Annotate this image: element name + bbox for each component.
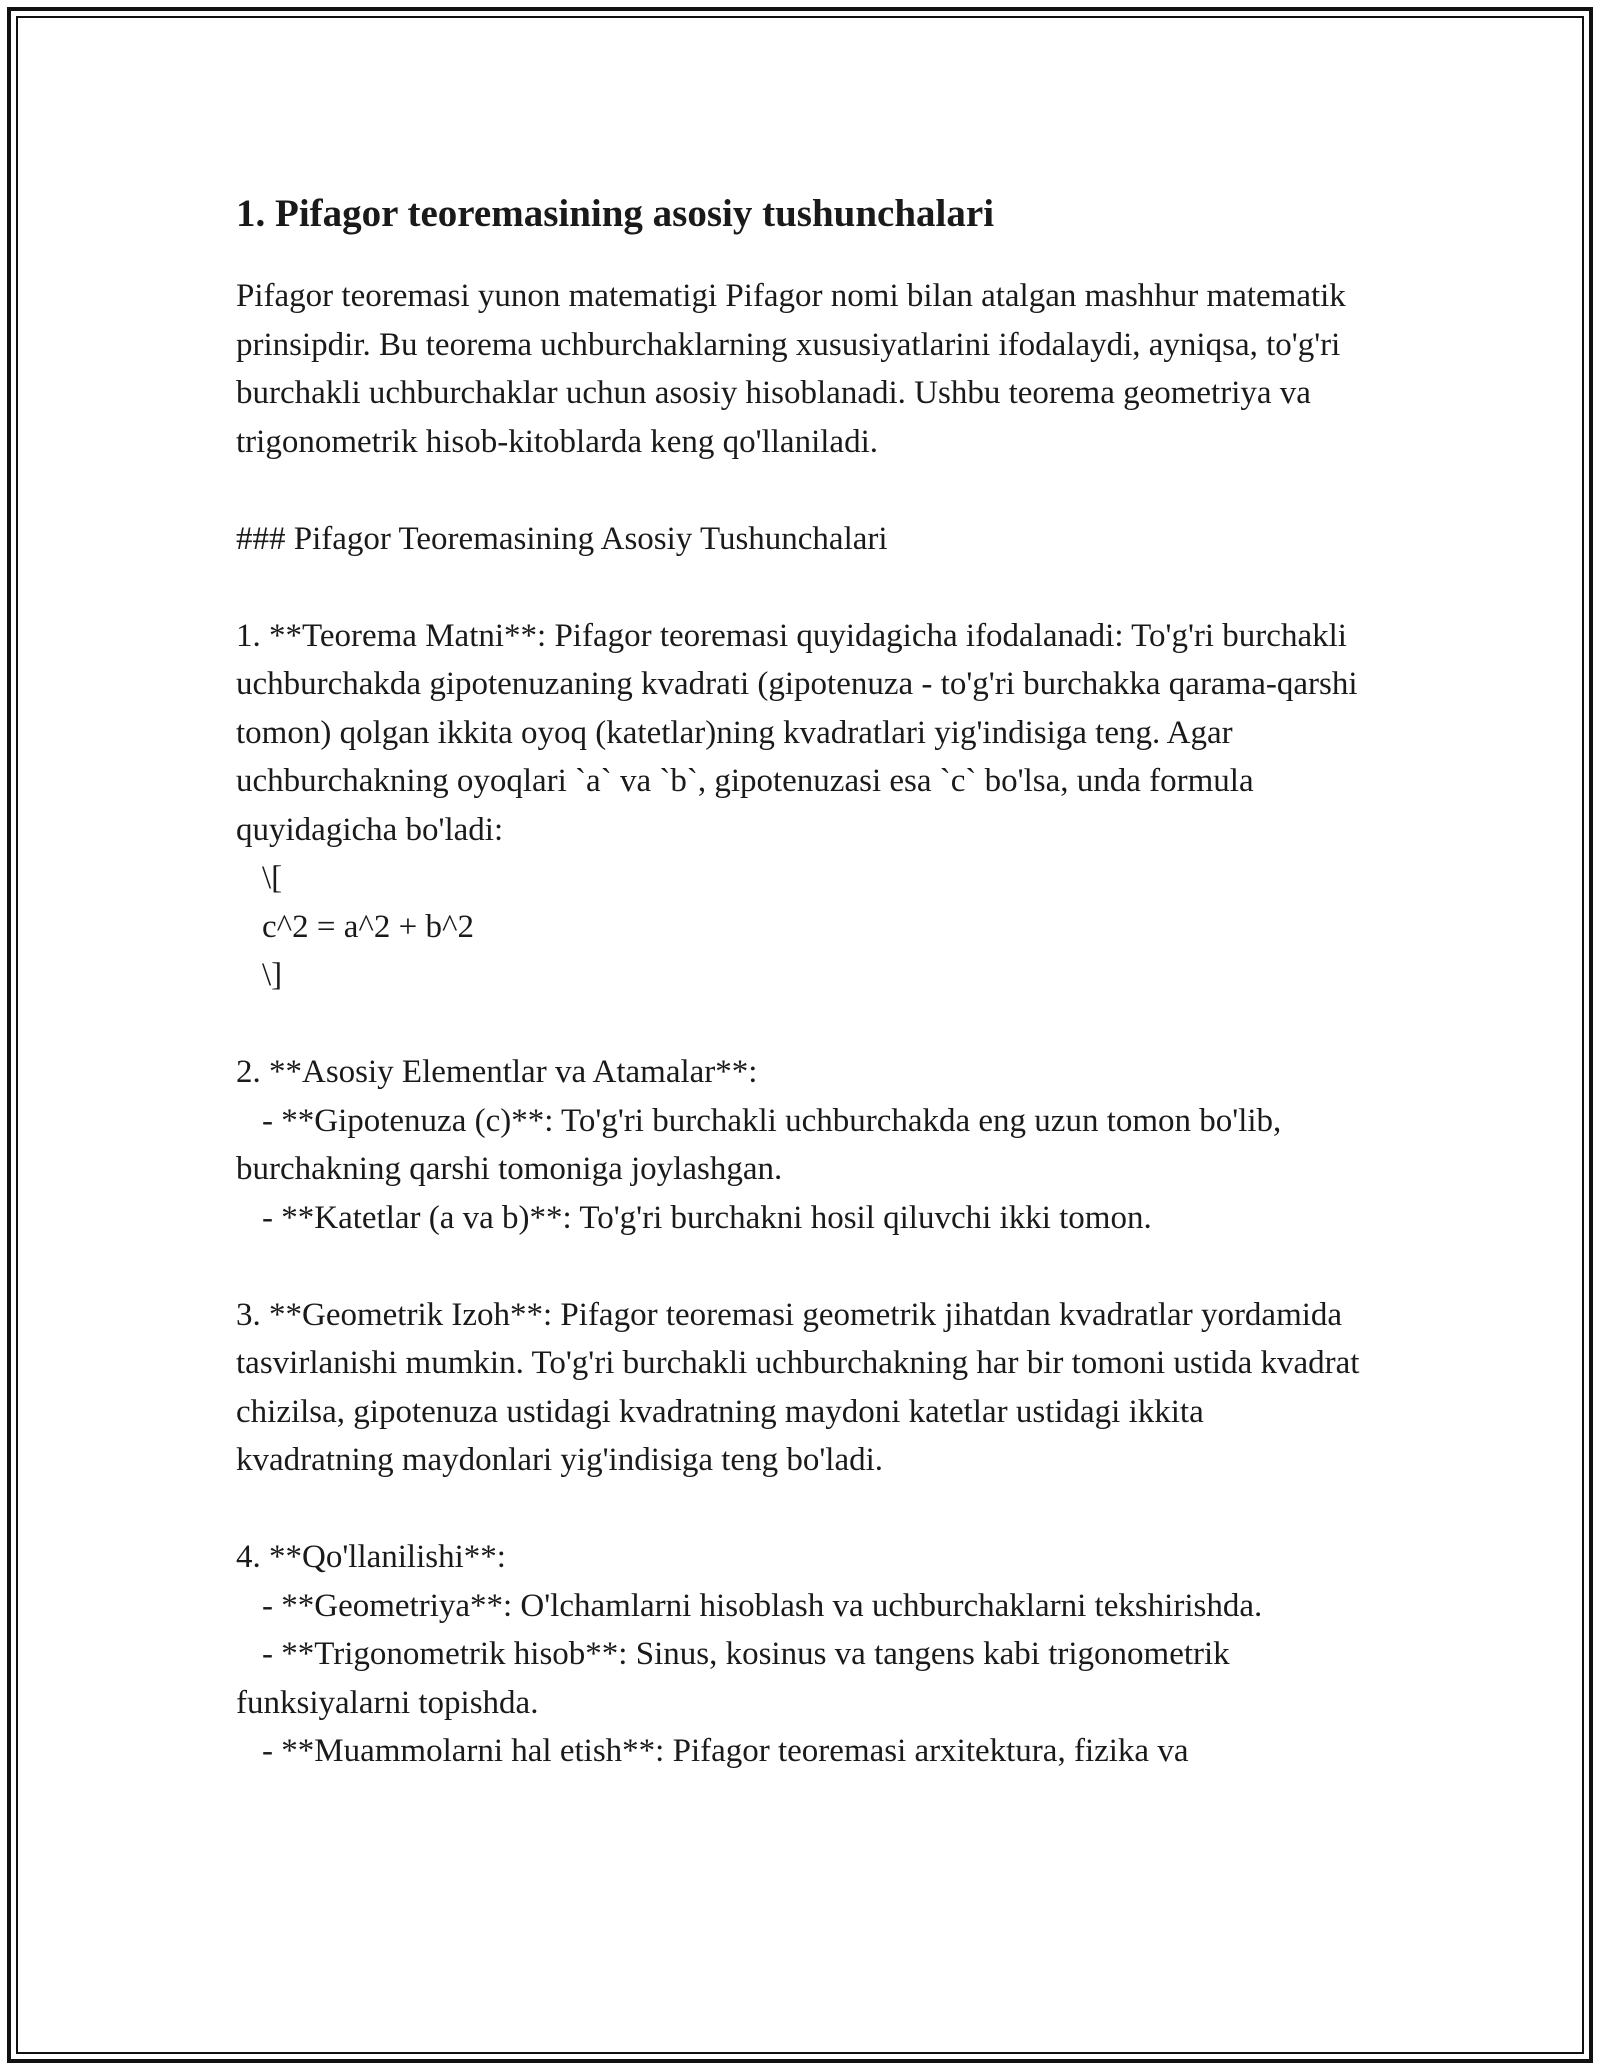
document-body xyxy=(236,186,1366,1776)
formula-close: \] xyxy=(262,957,283,993)
sub-item-trigonometry: - **Trigonometrik hisob**: Sinus, kosinus va tangens kabi trigonometrik funksiyalarni topishda. xyxy=(236,1636,1238,1721)
document-title: 1. Pifagor teoremasining asosiy tushunchalari xyxy=(236,192,995,235)
spacer xyxy=(236,466,1366,515)
list-item-applications: 4. **Qo'llanilishi**: xyxy=(236,1539,506,1575)
intro-paragraph: Pifagor teoremasi yunon matematigi Pifagor nomi bilan atalgan mashhur matematik prinsipdir. Bu teorema uchburchaklarning xususiyatlarini ifodalaydi, ayniqsa, to'g'ri burchakli uchburchaklar uchun asosiy hisoblanadi. Ushbu teorema geometriya va trigonometrik hisob-kitoblarda keng qo'llaniladi. xyxy=(236,278,1355,460)
sub-item-problem-solving: - **Muammolarni hal etish**: Pifagor teoremasi arxitektura, fizika va xyxy=(262,1733,1189,1769)
section-subheading: ### Pifagor Teoremasining Asosiy Tushunchalari xyxy=(236,520,888,557)
spacer xyxy=(236,563,1366,612)
formula-open: \[ xyxy=(262,860,283,896)
spacer xyxy=(236,1242,1366,1291)
list-item-elements: 2. **Asosiy Elementlar va Atamalar**: xyxy=(236,1054,758,1090)
spacer xyxy=(236,1485,1366,1534)
formula-text: c^2 = a^2 + b^2 xyxy=(262,908,474,945)
sub-item-geometry: - **Geometriya**: O'lchamlarni hisoblash va uchburchaklarni tekshirishda. xyxy=(262,1587,1263,1624)
sub-item-hypotenuse: - **Gipotenuza (c)**: To'g'ri burchakli uchburchakda eng uzun tomon bo'lib, burchakning qarshi tomoniga joylashgan. xyxy=(236,1102,1290,1187)
list-item-geometric: 3. **Geometrik Izoh**: Pifagor teoremasi geometrik jihatdan kvadratlar yordamida tasvirlanishi mumkin. To'g'ri burchakli uchburchakning har bir tomoni ustida kvadrat chizilsa, gipotenuza ustidagi kvadratning maydoni katetlar ustidagi ikkita kvadratning maydonlari yig'indisiga teng bo'ladi. xyxy=(236,1296,1368,1478)
list-item-theorem: 1. **Teorema Matni**: Pifagor teoremasi quyidagicha ifodalanadi: To'g'ri burchakli uchburchakda gipotenuzaning kvadrati (gipotenuza - to'g'ri burchakka qarama-qarshi tomon) qolgan ikkita oyoq (katetlar)ning kvadratlari yig'indisiga teng. Agar uchburchakning oyoqlari `a` va `b`, gipotenuzasi esa `c` bo'lsa, unda formula quyidagicha bo'ladi: xyxy=(236,617,1366,848)
spacer xyxy=(236,1000,1366,1049)
sub-item-legs: - **Katetlar (a va b)**: To'g'ri burchakni hosil qiluvchi ikki tomon. xyxy=(262,1199,1152,1236)
